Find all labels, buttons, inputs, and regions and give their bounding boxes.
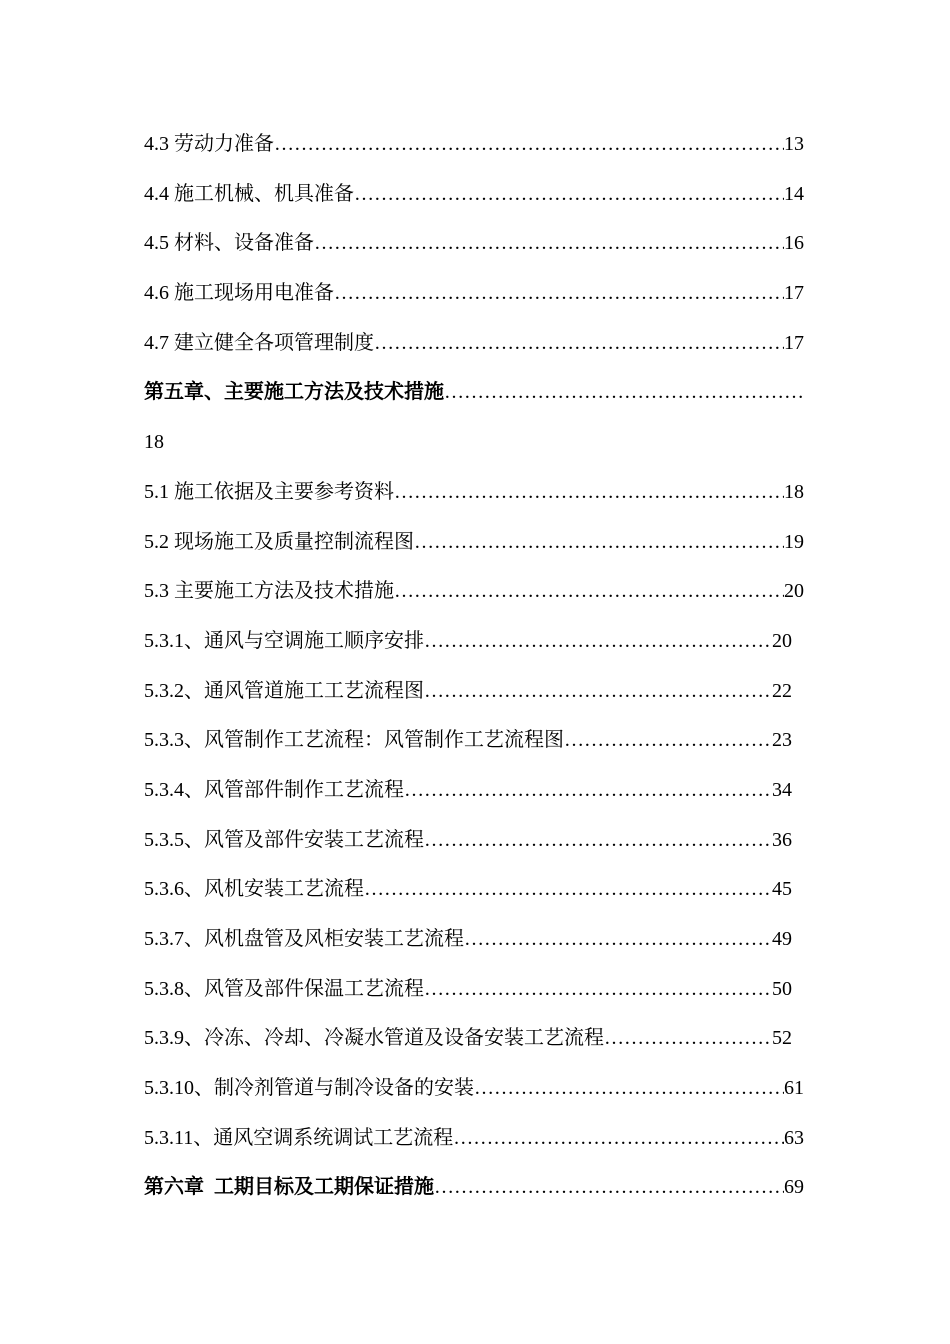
toc-entry	[144, 269, 804, 319]
toc-entry-page: 19	[784, 530, 804, 553]
dot-leader	[354, 170, 784, 220]
toc-entry	[144, 518, 804, 568]
toc-entry-title: 4.6 施工现场用电准备	[144, 282, 334, 305]
toc-entry-page: 16	[784, 232, 804, 255]
toc-entry-title: 5.3.10、制冷剂管道与制冷设备的安装	[144, 1077, 474, 1100]
dot-leader	[374, 319, 784, 369]
toc-entry-page: 49	[772, 928, 792, 950]
toc-entry-page: 18	[784, 480, 804, 503]
toc-entry-page: 52	[772, 1027, 792, 1050]
toc-entry-page: 13	[784, 133, 804, 155]
dot-leader	[314, 219, 784, 269]
dot-leader	[364, 865, 772, 915]
dot-leader	[424, 617, 772, 667]
toc-entry-page: 22	[772, 679, 792, 702]
toc-entry-page: 17	[784, 331, 804, 354]
toc-entry-title: 4.3 劳动力准备	[144, 133, 274, 155]
toc-entry-page: 61	[784, 1077, 804, 1100]
toc-entry-title: 5.3.4、风管部件制作工艺流程	[144, 778, 404, 801]
toc-entry	[144, 120, 804, 170]
toc-entry	[144, 667, 804, 717]
toc-entry	[144, 1064, 804, 1114]
toc-entry	[144, 865, 804, 915]
dot-leader	[564, 716, 772, 766]
toc-entry-title: 5.3 主要施工方法及技术措施	[144, 580, 394, 603]
toc-entry-title: 5.3.11、通风空调系统调试工艺流程	[144, 1126, 454, 1149]
dot-leader	[434, 1163, 784, 1213]
toc-chapter-page-line	[144, 418, 804, 468]
dot-leader	[394, 567, 784, 617]
toc-entry-page: 34	[772, 778, 792, 801]
toc-entry-title: 5.1 施工依据及主要参考资料	[144, 480, 394, 503]
toc-chapter-title: 第五章、主要施工方法及技术措施	[144, 381, 444, 404]
dot-leader	[424, 667, 772, 717]
dot-leader	[414, 518, 784, 568]
toc-entry	[144, 816, 804, 866]
toc-entry	[144, 567, 804, 617]
toc-entry	[144, 766, 804, 816]
dot-leader	[464, 915, 772, 965]
toc-entry-page: 36	[772, 828, 792, 851]
dot-leader	[274, 120, 784, 170]
toc-entry-title: 5.2 现场施工及质量控制流程图	[144, 530, 414, 553]
toc-chapter-title: 第六章 工期目标及工期保证措施	[144, 1176, 434, 1199]
toc-entry-title: 5.3.8、风管及部件保温工艺流程	[144, 977, 424, 1000]
toc-entry	[144, 219, 804, 269]
toc-entry-title: 5.3.9、冷冻、冷却、冷凝水管道及设备安装工艺流程	[144, 1027, 604, 1050]
dot-leader	[604, 1014, 772, 1064]
toc-entry	[144, 170, 804, 220]
toc-entry-page: 20	[784, 580, 804, 603]
toc-entry-title: 4.5 材料、设备准备	[144, 232, 314, 255]
dot-leader	[474, 1064, 784, 1114]
table-of-contents	[144, 120, 804, 1213]
dot-leader	[424, 816, 772, 866]
toc-entry-title: 5.3.5、风管及部件安装工艺流程	[144, 828, 424, 851]
dot-leader	[334, 269, 784, 319]
toc-entry-page: 45	[772, 878, 792, 901]
toc-entry	[144, 965, 804, 1015]
toc-entry-page: 17	[784, 282, 804, 305]
toc-entry-title: 5.3.7、风机盘管及风柜安装工艺流程	[144, 928, 464, 950]
toc-entry-page: 69	[784, 1176, 804, 1199]
toc-entry-page: 20	[772, 629, 792, 652]
toc-entry-page: 50	[772, 977, 792, 1000]
toc-entry	[144, 716, 804, 766]
toc-chapter-entry	[144, 1163, 804, 1213]
toc-entry-page: 18	[144, 431, 164, 454]
toc-entry	[144, 1114, 804, 1164]
toc-entry	[144, 319, 804, 369]
toc-entry-title: 5.3.1、通风与空调施工顺序安排	[144, 629, 424, 652]
toc-entry-page: 23	[772, 729, 792, 752]
toc-entry-page: 14	[784, 182, 804, 205]
toc-entry	[144, 915, 804, 965]
toc-entry-title: 5.3.2、通风管道施工工艺流程图	[144, 679, 424, 702]
toc-entry-title: 5.3.6、风机安装工艺流程	[144, 878, 364, 901]
toc-entry-page: 63	[784, 1126, 804, 1149]
toc-entry-title: 5.3.3、风管制作工艺流程：风管制作工艺流程图	[144, 729, 564, 752]
dot-leader	[394, 468, 784, 518]
toc-entry	[144, 468, 804, 518]
toc-chapter-entry	[144, 368, 804, 418]
dot-leader	[444, 368, 804, 418]
dot-leader	[424, 965, 772, 1015]
toc-entry	[144, 617, 804, 667]
toc-entry-title: 4.7 建立健全各项管理制度	[144, 331, 374, 354]
dot-leader	[453, 1114, 784, 1164]
toc-entry-title: 4.4 施工机械、机具准备	[144, 182, 354, 205]
toc-entry	[144, 1014, 804, 1064]
dot-leader	[404, 766, 772, 816]
